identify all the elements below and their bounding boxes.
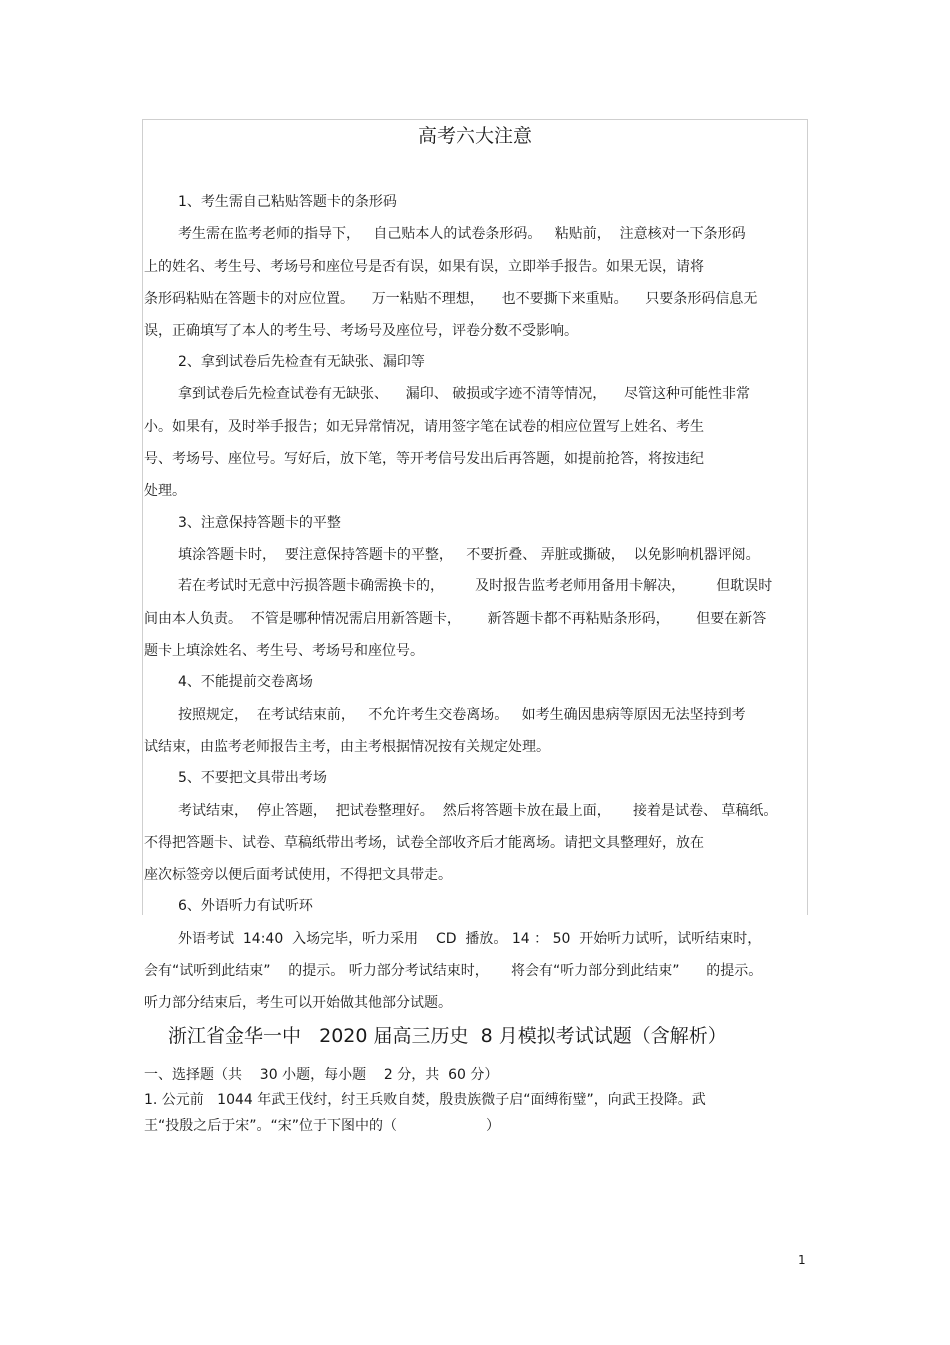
section-4-line: 按照规定， 在考试结束前， 不允许考生交卷离场。 如考生确因患病等原因无法坚持到考 xyxy=(178,707,746,723)
section-1-heading: 1、考生需自己粘贴答题卡的条形码 xyxy=(178,194,397,210)
section-4-heading: 4、不能提前交卷离场 xyxy=(178,674,313,690)
section-1-line: 考生需在监考老师的指导下， 自己贴本人的试卷条形码。 粘贴前， 注意核对一下条形码 xyxy=(178,226,746,242)
section-1-line: 条形码粘贴在答题卡的对应位置。 万一粘贴不理想， 也不要撕下来重贴。 只要条形码信息无 xyxy=(144,291,758,307)
question-1-line: 王“投殷之后于宋”。“宋”位于下图中的（ ） xyxy=(144,1118,501,1134)
section-2-line: 拿到试卷后先检查试卷有无缺张、 漏印、 破损或字迹不清等情况， 尽管这种可能性非常 xyxy=(178,386,751,402)
section-5-line: 座次标签旁以便后面考试使用，不得把文具带走。 xyxy=(144,867,452,883)
section-6-line: 外语考试 14:40 入场完毕，听力采用 CD 播放。 14 ： 50 开始听力试听，试听结束时， xyxy=(178,931,762,947)
section-3-heading: 3、注意保持答题卡的平整 xyxy=(178,515,341,531)
section-heading: 一、选择题（共 30 小题，每小题 2 分，共 60 分） xyxy=(144,1067,499,1083)
section-2-line: 处理。 xyxy=(144,483,186,499)
section-3-line: 题卡上填涂姓名、考生号、考场号和座位号。 xyxy=(144,643,424,659)
page-number: 1 xyxy=(798,1253,806,1267)
section-4-line: 试结束，由监考老师报告主考，由主考根据情况按有关规定处理。 xyxy=(144,739,550,755)
section-1-line: 上的姓名、考生号、考场号和座位号是否有误，如果有误，立即举手报告。如果无误，请将 xyxy=(144,259,704,275)
section-5-heading: 5、不要把文具带出考场 xyxy=(178,770,327,786)
section-6-line: 听力部分结束后，考生可以开始做其他部分试题。 xyxy=(144,995,452,1011)
section-3-line: 若在考试时无意中污损答题卡确需换卡的， 及时报告监考老师用备用卡解决， 但耽误时 xyxy=(178,578,773,594)
section-2-line: 号、考场号、座位号。写好后，放下笔，等开考信号发出后再答题，如提前抢答，将按违纪 xyxy=(144,451,704,467)
section-5-line: 考试结束， 停止答题， 把试卷整理好。 然后将答题卡放在最上面， 接着是试卷、 草稿纸。 xyxy=(178,803,778,819)
section-5-line: 不得把答题卡、试卷、草稿纸带出考场，试卷全部收齐后才能离场。请把文具整理好，放在 xyxy=(144,835,704,851)
section-3-line: 填涂答题卡时， 要注意保持答题卡的平整， 不要折叠、 弄脏或撕破， 以免影响机器评阅。 xyxy=(178,547,760,563)
exam-title: 浙江省金华一中 2020 届高三历史 8 月模拟考试试题（含解析） xyxy=(168,1025,727,1047)
section-6-line: 会有“试听到此结束” 的提示。 听力部分考试结束时， 将会有“听力部分到此结束” 的提示。 xyxy=(144,963,763,979)
notice-title: 高考六大注意 xyxy=(417,125,532,147)
section-2-line: 小。如果有，及时举手报告；如无异常情况，请用签字笔在试卷的相应位置写上姓名、考生 xyxy=(144,419,704,435)
section-6-heading: 6、外语听力有试听环 xyxy=(178,898,313,914)
question-1-line: 1. 公元前 1044 年武王伐纣，纣王兵败自焚，殷贵族微子启“面缚衔璧”，向武王投降。武 xyxy=(144,1092,706,1108)
section-3-line: 间由本人负责。 不管是哪种情况需启用新答题卡， 新答题卡都不再粘贴条形码， 但要在新答 xyxy=(144,611,767,627)
section-2-heading: 2、拿到试卷后先检查有无缺张、漏印等 xyxy=(178,354,425,370)
section-1-line: 误，正确填写了本人的考生号、考场号及座位号，评卷分数不受影响。 xyxy=(144,323,578,339)
